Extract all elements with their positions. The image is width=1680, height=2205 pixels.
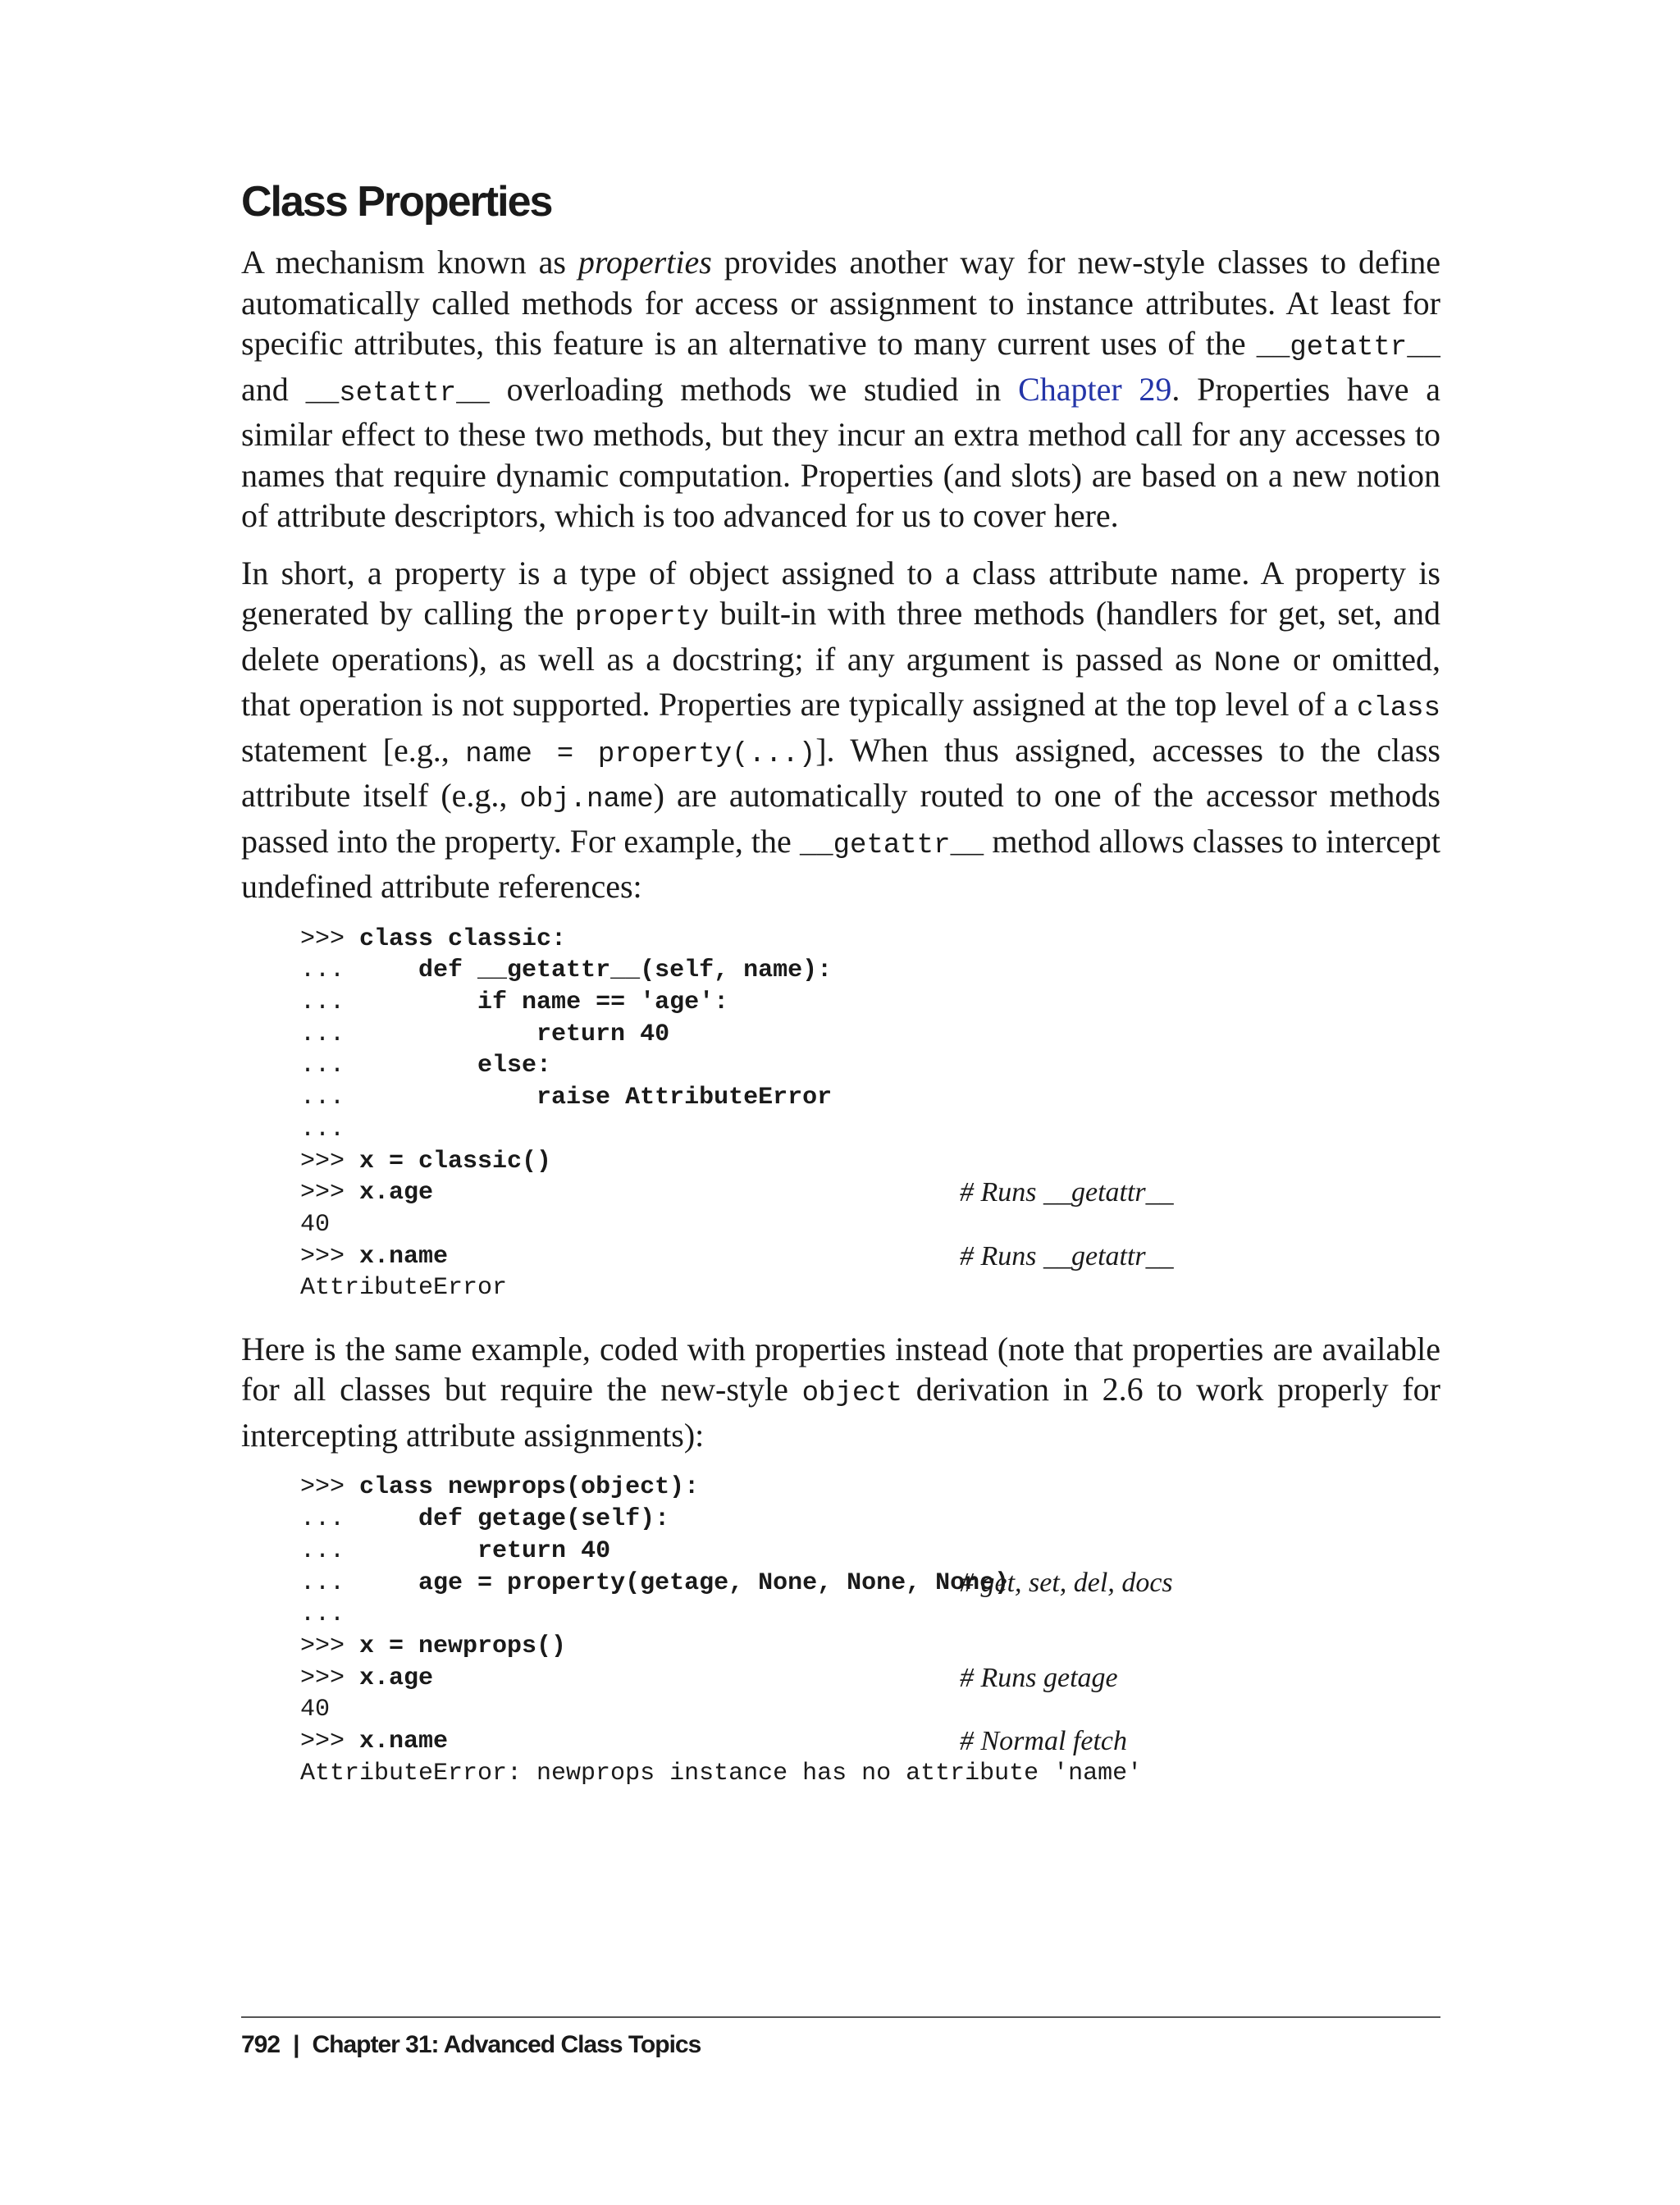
code-statement: if name == 'age':	[477, 988, 729, 1017]
code-prompt: ...	[300, 1115, 345, 1144]
code-prompt: >>>	[300, 1664, 360, 1692]
code-statement: def getage(self):	[418, 1505, 670, 1534]
chapter-29-link[interactable]: Chapter 29	[1018, 370, 1172, 408]
text-run: In short, a property is a type of object assigned to a class attribute name. A property is generated by calling the	[241, 554, 1440, 632]
code-prompt: >>>	[300, 1727, 360, 1755]
inline-code: __getattr__	[799, 829, 984, 861]
code-prompt: >>>	[300, 1179, 360, 1208]
code-statement: x = classic()	[359, 1147, 552, 1176]
chapter-title: Chapter 31: Advanced Class Topics	[312, 2031, 701, 2058]
emphasis-properties: properties	[578, 244, 712, 281]
code-statement: x.name	[359, 1727, 449, 1755]
code-line	[300, 1472, 1500, 1504]
code-line	[300, 1019, 1500, 1051]
code-line	[300, 1536, 1500, 1568]
text-run: ) are automatically routed to one of the accessor methods passed into the property. For example, the	[241, 777, 1440, 860]
inline-code: obj.name	[519, 784, 654, 816]
code-prompt: ...	[300, 1084, 537, 1112]
inline-code: class	[1356, 693, 1440, 725]
text-run: . Properties have a similar effect to these two methods, but they incur an extra method call for any accesses to names that require dynamic computation. Properties (and slots) are based on a new notion of attribute descriptors, which is too advanced for us to cover here.	[241, 370, 1441, 535]
code-prompt: 40	[300, 1210, 331, 1239]
code-statement: class newprops(object):	[359, 1473, 700, 1502]
code-prompt: >>>	[300, 924, 360, 953]
code-prompt: ...	[300, 1568, 419, 1597]
code-prompt: >>>	[300, 1147, 360, 1176]
code-line	[300, 924, 1500, 956]
code-statement: x.name	[359, 1242, 449, 1271]
code-statement: def __getattr__(self, name):	[418, 956, 833, 985]
code-line	[300, 987, 1500, 1019]
text-run: and	[241, 370, 306, 408]
code-statement: x = newprops()	[359, 1632, 567, 1660]
code-line	[300, 955, 1500, 987]
inline-code: object	[801, 1378, 903, 1410]
page-number: 792	[241, 2031, 281, 2058]
inline-code: property	[574, 602, 710, 634]
page-footer	[241, 2031, 701, 2059]
code-prompt: ...	[300, 1020, 537, 1048]
code-prompt: AttributeError	[300, 1274, 508, 1303]
code-block-classic	[300, 924, 1500, 1304]
section-title: Class Properties	[241, 178, 552, 226]
inline-code: None	[1213, 647, 1281, 679]
page-body	[241, 179, 1440, 1814]
code-comment: # Runs getage	[960, 1662, 1118, 1693]
code-statement: x.age	[359, 1664, 434, 1692]
code-line	[300, 1114, 1500, 1146]
code-line	[300, 1568, 1500, 1600]
code-prompt: >>>	[300, 1242, 360, 1271]
paragraph-1	[241, 242, 1440, 536]
code-statement: return 40	[477, 1536, 611, 1565]
code-prompt: AttributeError: newprops instance has no attribute 'name'	[300, 1759, 1143, 1787]
code-line	[300, 1663, 1500, 1695]
paragraph-2	[241, 553, 1440, 907]
footer-rule	[241, 2016, 1440, 2018]
inline-code: __setattr__	[305, 377, 490, 409]
inline-code: name = property(...)	[465, 738, 816, 770]
code-prompt: ...	[300, 1600, 345, 1629]
text-run: or omitted, that operation is not supported. Properties are typically assigned at the top level of a	[241, 640, 1440, 724]
code-prompt: >>>	[300, 1473, 360, 1502]
code-line	[300, 1241, 1500, 1273]
code-line	[300, 1504, 1500, 1536]
footer-separator: |	[293, 2031, 299, 2058]
code-line	[300, 1082, 1500, 1114]
text-run: overloading methods we studied in	[489, 370, 1019, 408]
code-line	[300, 1599, 1500, 1631]
text-run: provides another way for new-style classes to define automatically called methods for access or assignment to instance attributes. At least for specific attributes, this feature is an alternative to many current uses of the	[241, 244, 1440, 363]
code-line	[300, 1177, 1500, 1209]
code-line	[300, 1758, 1500, 1790]
code-line	[300, 1694, 1500, 1726]
code-prompt: ...	[300, 956, 419, 985]
text-run: A mechanism known as	[241, 244, 578, 281]
paragraph-3	[241, 1329, 1440, 1456]
code-line	[300, 1726, 1500, 1758]
code-prompt: ...	[300, 988, 478, 1017]
code-prompt: >>>	[300, 1632, 360, 1660]
code-prompt: ...	[300, 1536, 478, 1565]
code-line	[300, 1050, 1500, 1082]
inline-code: __getattr__	[1256, 332, 1440, 364]
code-comment: # Runs __getattr__	[960, 1177, 1174, 1208]
code-prompt: ...	[300, 1505, 419, 1534]
text-run: ]. When thus assigned, accesses to the class attribute itself (e.g.,	[241, 731, 1440, 815]
code-line	[300, 1272, 1500, 1304]
text-run: statement [e.g.,	[241, 731, 466, 769]
code-statement: return 40	[536, 1020, 670, 1048]
text-run: method allows classes to intercept undefined attribute references:	[241, 822, 1440, 906]
code-line	[300, 1146, 1500, 1178]
code-prompt: 40	[300, 1696, 331, 1724]
text-run: built-in with three methods (handlers for get, set, and delete operations), as well as a docstring; if any argument is passed as	[241, 595, 1440, 678]
code-statement: class classic:	[359, 924, 567, 953]
text-run: derivation in 2.6 to work properly for intercepting attribute assignments):	[241, 1371, 1441, 1454]
code-comment: # Normal fetch	[960, 1725, 1127, 1756]
code-comment: # Runs __getattr__	[960, 1240, 1174, 1271]
code-statement: age = property(getage, None, None, None)	[418, 1568, 1010, 1597]
code-statement: raise AttributeError	[536, 1084, 833, 1112]
code-statement: else:	[477, 1052, 552, 1080]
code-prompt: ...	[300, 1052, 478, 1080]
code-comment: # get, set, del, docs	[960, 1567, 1173, 1598]
code-statement: x.age	[359, 1179, 434, 1208]
code-line	[300, 1631, 1500, 1663]
text-run: Here is the same example, coded with properties instead (note that properties are available for all classes but require the new-style	[241, 1330, 1440, 1408]
code-block-newprops	[300, 1472, 1500, 1789]
code-line	[300, 1209, 1500, 1241]
